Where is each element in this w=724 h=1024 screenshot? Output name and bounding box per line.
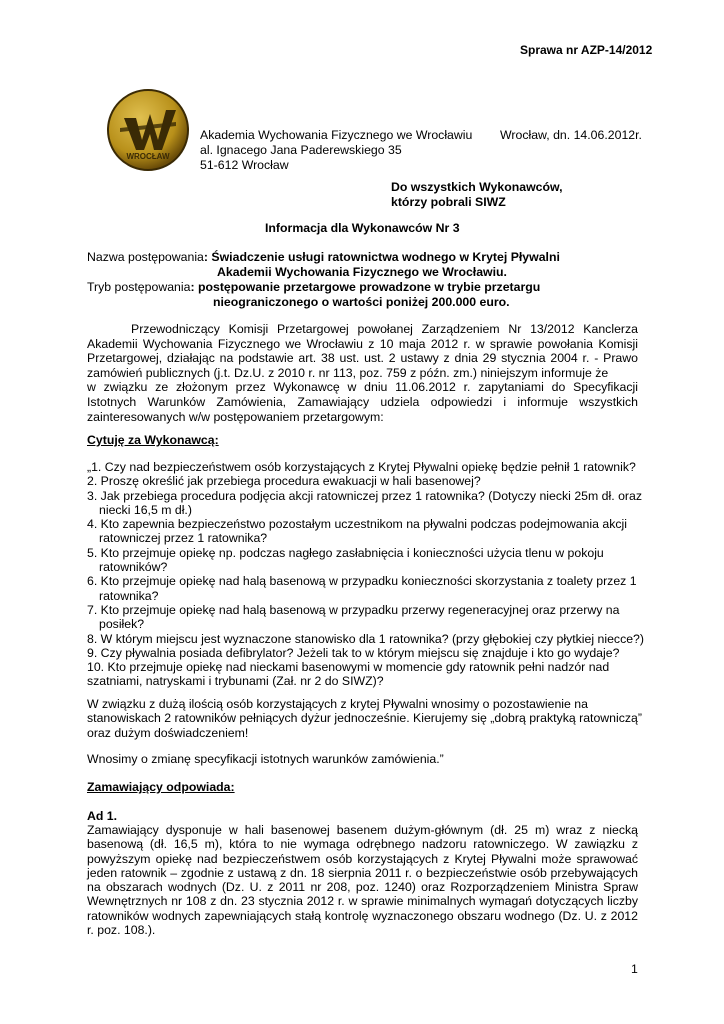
question-item: 5. Kto przejmuje opiekę np. podczas nagłego zasłabnięcia i konieczności użycia tlenu w pokoju ratowników?	[87, 545, 604, 575]
intro-section	[87, 322, 638, 424]
place-date: Wrocław, dn. 14.06.2012r.	[500, 128, 642, 142]
question-item: 7. Kto przejmuje opiekę nad halą basenową w przypadku przerwy regeneracyjnej oraz przerwy na posiłek?	[87, 602, 620, 632]
question-item: 8. W którym miejscu jest wyznaczone stanowisko dla 1 ratownika? (przy głębokiej czy płytkiej niecce?)	[87, 631, 644, 646]
ad1-text: Zamawiający dysponuje w hali basenowej basenem dużym-głównym (dł. 25 m) wraz z niecką basenową (dł. 16,5 m), która to nie wymaga odrębnego nadzoru ratowniczego. W zawiązku z powyższym opiekę nad bezpieczeństwem osób korzystających z Krytej Pływalni może sprawować jeden ratownik – zgodnie z ustawą z dn. 18 sierpnia 2011 r. o bezpieczeństwie osób przebywających na obszarach wodnych (Dz. U. z 2011 nr 208, poz. 1240) oraz Rozporządzeniem Ministra Spraw Wewnętrznych nr 108 z dn. 23 stycznia 2012 r. w sprawie minimalnych wymagań dotyczących liczby ratowników wodnych zapewniających stałą kontrolę wyznaczonego obszaru wodnego (Dz. U. z 2012 r. poz. 108.).	[87, 823, 638, 938]
case-number: Sprawa nr AZP-14/2012	[520, 43, 653, 57]
sender-address	[200, 128, 472, 173]
question-item: 6. Kto przejmuje opiekę nad halą basenową w przypadku konieczności skorzystania z toalety przez 1 ratownika?	[87, 574, 637, 603]
document-title: Informacja dla Wykonawców Nr 3	[265, 221, 460, 235]
question-item: 9. Czy pływalnia posiada defibrylator? Jeżeli tak to w którym miejscu się znajduje i kto go wydaje?	[87, 645, 620, 660]
intro-paragraph-1: Przewodniczący Komisji Przetargowej powołanej Zarządzeniem Nr 13/2012 Kanclerza Akademii Wychowania Fizycznego we Wrocławiu z 10 maja 2012 r. w sprawie powołania Komisji Przetargowej, działając na podstawie art. 38 ust. ust. 2 ustawy z dnia 29 stycznia 2004 r. - Prawo zamówień publicznych (j.t. Dz.U. z 2010 r. nr 113, poz. 759 z późn. zm.) niniejszym informuje że	[87, 322, 638, 380]
request-paragraph: W związku z dużą ilością osób korzystających z krytej Pływalni wnosimy o pozostawienie na stanowiskach 2 ratowników pełniących dyżur jednocześnie. Kierujemy się „dobrą praktyką ratowniczą” oraz dużym doświadczeniem!	[87, 697, 642, 740]
question-item: „1. Czy nad bezpieczeństwem osób korzystających z Krytej Pływalni opiekę będzie pełnił 1 ratownik?	[87, 460, 636, 474]
question-item: 2. Proszę określić jak przebiega procedura ewakuacji w hali basenowej?	[87, 474, 481, 489]
questions-list	[87, 460, 647, 689]
procedure-name-value-2: Akademii Wychowania Fizycznego we Wrocławiu.	[217, 265, 507, 279]
page-number: 1	[631, 962, 638, 976]
addressee-line-1: Do wszystkich Wykonawców,	[391, 180, 563, 194]
change-request: Wnosimy o zmianę specyfikacji istotnych warunków zamówienia.”	[87, 752, 444, 766]
question-item: 3. Jak przebiega procedura podjęcia akcji ratowniczej przez 1 ratownika? (Dotyczy niecki 25m dł. oraz niecki 16,5 m dł.)	[87, 488, 642, 517]
university-logo-icon	[106, 88, 190, 172]
answer-heading: Zamawiający odpowiada:	[87, 780, 235, 794]
procedure-name-label: Nazwa postępowania	[87, 250, 204, 264]
procedure-name-value: : Świadczenie usługi ratownictwa wodnego w Krytej Pływalni	[203, 250, 560, 264]
addressee	[391, 180, 563, 210]
addressee-line-2: którzy pobrali SIWZ	[391, 195, 506, 209]
procedure-mode-value-2: nieograniczonego o wartości poniżej 200.000 euro.	[213, 295, 510, 309]
procedure-mode-value: : postępowanie przetargowe prowadzone w trybie przetargu	[190, 280, 541, 294]
intro-paragraph-2: w związku ze złożonym przez Wykonawcę w dniu 11.06.2012 r. zapytaniami do Specyfikacji Istotnych Warunków Zamówienia, Zamawiający udziela odpowiedzi i informuje wszystkich zainteresowanych w/w postępowaniem przetargowym:	[87, 380, 638, 424]
procedure-mode-label: Tryb postępowania	[87, 280, 191, 294]
question-item: 10. Kto przejmuje opiekę nad nieckami basenowymi w momencie gdy ratownik pełni nadzór nad szatniami, natryskami i trybunami (Zał. nr 2 do SIWZ)?	[87, 660, 610, 689]
quote-heading: Cytuję za Wykonawcą:	[87, 433, 219, 447]
procedure-info	[87, 250, 647, 310]
question-item: 4. Kto zapewnia bezpieczeństwo pozostałym uczestnikom na pływalni podczas podejmowania akcji ratowniczej przez 1 ratownika?	[87, 517, 627, 546]
sender-line-2: al. Ignacego Jana Paderewskiego 35	[200, 143, 402, 157]
ad1-title: Ad 1.	[87, 809, 118, 823]
sender-line-1: Akademia Wychowania Fizycznego we Wrocławiu	[200, 128, 473, 142]
logo-text: WROCŁAW	[126, 152, 170, 161]
sender-line-3: 51-612 Wrocław	[200, 158, 289, 172]
